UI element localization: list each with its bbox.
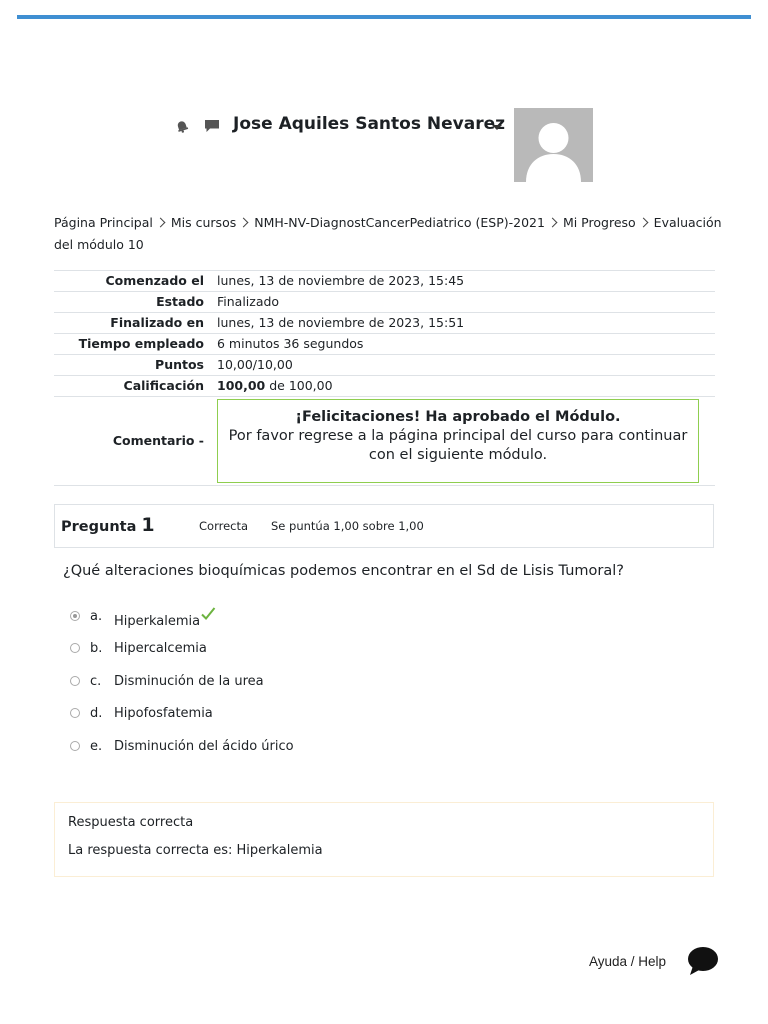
feedback-text: Por favor regrese a la página principal del curso para continuar con el siguiente módulo. <box>228 428 688 463</box>
feedback-title: ¡Felicitaciones! Ha aprobado el Módulo. <box>295 409 621 425</box>
answer-letter: a. <box>90 609 103 624</box>
breadcrumb-my-progress[interactable]: Mi Progreso <box>562 215 636 230</box>
answer-letter: d. <box>90 706 103 722</box>
summary-label: Comenzado el <box>54 271 217 292</box>
answer-letter: c. <box>90 673 102 689</box>
summary-value: 6 minutos 36 segundos <box>217 334 715 355</box>
answer-text: Disminución del ácido úrico <box>114 738 294 754</box>
overall-feedback-box <box>217 399 699 483</box>
summary-row-finished <box>54 313 715 334</box>
radio-button[interactable] <box>70 676 80 686</box>
right-answer: La respuesta correcta es: Hiperkalemia <box>68 843 323 858</box>
breadcrumb-current[interactable]: Evaluación del módulo 10 <box>54 215 722 252</box>
summary-value: lunes, 13 de noviembre de 2023, 15:45 <box>217 271 715 292</box>
avatar-icon <box>514 108 593 182</box>
radio-button[interactable] <box>70 611 80 621</box>
grade-suffix: de 100,00 <box>265 378 333 393</box>
question-label: Pregunta <box>61 519 137 535</box>
summary-label: Calificación <box>54 376 217 397</box>
chevron-right-icon <box>155 218 165 228</box>
answer-text: Hipofosfatemia <box>114 706 213 722</box>
grade-value: 100,00 <box>217 378 266 393</box>
bell-icon[interactable] <box>175 119 189 133</box>
breadcrumb-my-courses[interactable]: Mis cursos <box>170 215 237 230</box>
chevron-right-icon <box>239 218 249 228</box>
caret-down-icon[interactable] <box>492 125 502 130</box>
specific-feedback: Respuesta correcta <box>68 815 194 830</box>
question-info-box <box>54 504 714 548</box>
summary-value: lunes, 13 de noviembre de 2023, 15:51 <box>217 313 715 334</box>
answer-text <box>114 609 216 629</box>
radio-button[interactable] <box>70 708 80 718</box>
user-menu-name[interactable]: Jose Aquiles Santos Nevarez <box>233 114 505 134</box>
question-state: Correcta <box>199 519 249 533</box>
summary-row-started <box>54 271 715 292</box>
chat-icon[interactable] <box>204 119 220 133</box>
summary-value: 10,00/10,00 <box>217 355 715 376</box>
question-number <box>61 514 155 536</box>
breadcrumb-course[interactable]: NMH-NV-DiagnostCancerPediatrico (ESP)-2021 <box>254 215 545 230</box>
question-outcome-box <box>54 802 714 877</box>
radio-button[interactable] <box>70 741 80 751</box>
summary-row-grade <box>54 376 715 397</box>
question-number-value: 1 <box>141 514 155 536</box>
breadcrumb-home[interactable]: Página Principal <box>54 215 153 230</box>
top-accent-bar <box>17 15 751 19</box>
help-link[interactable]: Ayuda / Help <box>589 954 667 969</box>
answer-letter: b. <box>90 641 103 657</box>
summary-row-points <box>54 355 715 376</box>
summary-row-state <box>54 292 715 313</box>
avatar[interactable] <box>514 108 593 182</box>
summary-label: Estado <box>54 292 217 313</box>
answer-text: Disminución de la urea <box>114 673 264 689</box>
summary-row-comment <box>54 397 715 486</box>
attempt-summary-table <box>54 270 715 486</box>
radio-button[interactable] <box>70 643 80 653</box>
answer-label: Hiperkalemia <box>114 614 201 629</box>
summary-row-time-taken <box>54 334 715 355</box>
summary-label: Tiempo empleado <box>54 334 217 355</box>
answer-text: Hipercalcemia <box>114 641 207 657</box>
summary-label: Finalizado en <box>54 313 217 334</box>
summary-label: Puntos <box>54 355 217 376</box>
breadcrumb <box>54 212 724 256</box>
summary-value: Finalizado <box>217 292 715 313</box>
question-text: ¿Qué alteraciones bioquímicas podemos encontrar en el Sd de Lisis Tumoral? <box>63 563 624 579</box>
help-chat-bubble-icon[interactable] <box>686 945 720 977</box>
chevron-right-icon <box>548 218 558 228</box>
chevron-right-icon <box>638 218 648 228</box>
summary-value <box>217 397 715 486</box>
summary-label: Comentario - <box>54 397 217 486</box>
answer-letter: e. <box>90 738 103 754</box>
check-icon <box>200 606 216 622</box>
question-grade: Se puntúa 1,00 sobre 1,00 <box>271 519 424 533</box>
summary-value <box>217 376 715 397</box>
